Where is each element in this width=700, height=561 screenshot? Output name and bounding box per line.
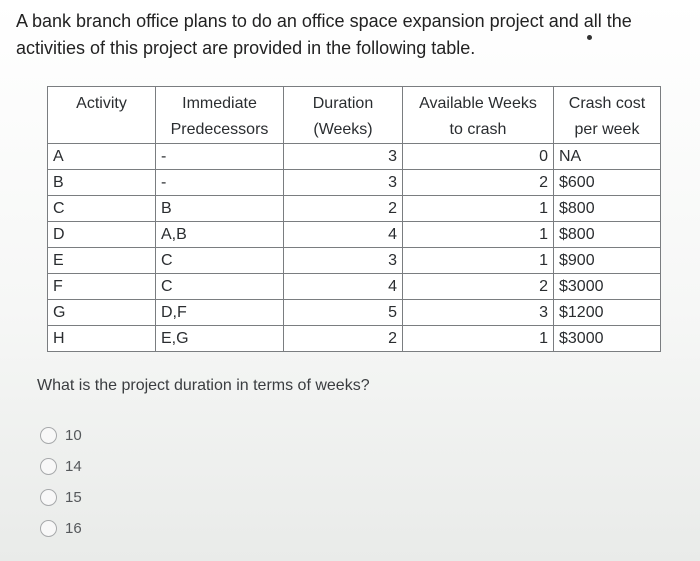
cell-predecessors: E,G bbox=[156, 326, 284, 352]
header-duration: Duration (Weeks) bbox=[284, 87, 403, 144]
answer-option[interactable] bbox=[40, 482, 82, 513]
cell-available-weeks: 0 bbox=[403, 144, 554, 170]
answer-option-label: 10 bbox=[65, 427, 82, 444]
radio-button-icon[interactable] bbox=[40, 520, 57, 537]
table-row bbox=[48, 248, 660, 274]
cell-available-weeks: 1 bbox=[403, 222, 554, 248]
cell-predecessors: C bbox=[156, 274, 284, 300]
cell-predecessors: A,B bbox=[156, 222, 284, 248]
radio-button-icon[interactable] bbox=[40, 489, 57, 506]
cell-duration: 4 bbox=[284, 222, 403, 248]
stray-dot bbox=[587, 35, 592, 40]
answer-options bbox=[40, 420, 82, 544]
cell-crash-cost: $900 bbox=[554, 248, 661, 274]
table-row bbox=[48, 274, 660, 300]
cell-available-weeks: 1 bbox=[403, 248, 554, 274]
cell-crash-cost: $600 bbox=[554, 170, 661, 196]
cell-available-weeks: 1 bbox=[403, 196, 554, 222]
answer-option[interactable] bbox=[40, 513, 82, 544]
cell-duration: 3 bbox=[284, 170, 403, 196]
header-activity: Activity bbox=[76, 95, 127, 112]
cell-crash-cost: $3000 bbox=[554, 274, 661, 300]
answer-option[interactable] bbox=[40, 420, 82, 451]
cell-crash-cost: $800 bbox=[554, 222, 661, 248]
table-row bbox=[48, 300, 660, 326]
cell-duration: 2 bbox=[284, 196, 403, 222]
cell-crash-cost: $800 bbox=[554, 196, 661, 222]
cell-available-weeks: 3 bbox=[403, 300, 554, 326]
cell-crash-cost: NA bbox=[554, 144, 661, 170]
header-available-weeks: Available Weeks to crash bbox=[403, 87, 554, 144]
header-crash-cost: Crash cost per week bbox=[554, 87, 661, 144]
cell-predecessors: D,F bbox=[156, 300, 284, 326]
activity-table bbox=[47, 86, 661, 352]
table-row bbox=[48, 222, 660, 248]
cell-crash-cost: $3000 bbox=[554, 326, 661, 352]
cell-duration: 5 bbox=[284, 300, 403, 326]
answer-option[interactable] bbox=[40, 451, 82, 482]
cell-predecessors: C bbox=[156, 248, 284, 274]
cell-available-weeks: 2 bbox=[403, 274, 554, 300]
cell-activity: C bbox=[48, 196, 156, 222]
cell-predecessors: - bbox=[156, 170, 284, 196]
answer-option-label: 16 bbox=[65, 520, 82, 537]
table-row bbox=[48, 170, 660, 196]
question-text: What is the project duration in terms of weeks? bbox=[37, 377, 370, 394]
cell-activity: E bbox=[48, 248, 156, 274]
cell-crash-cost: $1200 bbox=[554, 300, 661, 326]
cell-duration: 4 bbox=[284, 274, 403, 300]
cell-available-weeks: 2 bbox=[403, 170, 554, 196]
cell-activity: H bbox=[48, 326, 156, 352]
cell-activity: D bbox=[48, 222, 156, 248]
header-predecessors: Immediate Predecessors bbox=[156, 87, 284, 144]
radio-button-icon[interactable] bbox=[40, 458, 57, 475]
cell-activity: F bbox=[48, 274, 156, 300]
radio-button-icon[interactable] bbox=[40, 427, 57, 444]
table-row bbox=[48, 326, 660, 352]
table-row bbox=[48, 144, 660, 170]
table-row bbox=[48, 196, 660, 222]
cell-predecessors: B bbox=[156, 196, 284, 222]
table-header-row bbox=[48, 87, 660, 144]
cell-activity: A bbox=[48, 144, 156, 170]
cell-activity: G bbox=[48, 300, 156, 326]
problem-statement: A bank branch office plans to do an office space expansion project and all the activities of this project are provided in the following table. bbox=[16, 11, 632, 58]
cell-duration: 3 bbox=[284, 248, 403, 274]
cell-activity: B bbox=[48, 170, 156, 196]
cell-available-weeks: 1 bbox=[403, 326, 554, 352]
cell-duration: 2 bbox=[284, 326, 403, 352]
answer-option-label: 14 bbox=[65, 458, 82, 475]
answer-option-label: 15 bbox=[65, 489, 82, 506]
cell-duration: 3 bbox=[284, 144, 403, 170]
cell-predecessors: - bbox=[156, 144, 284, 170]
